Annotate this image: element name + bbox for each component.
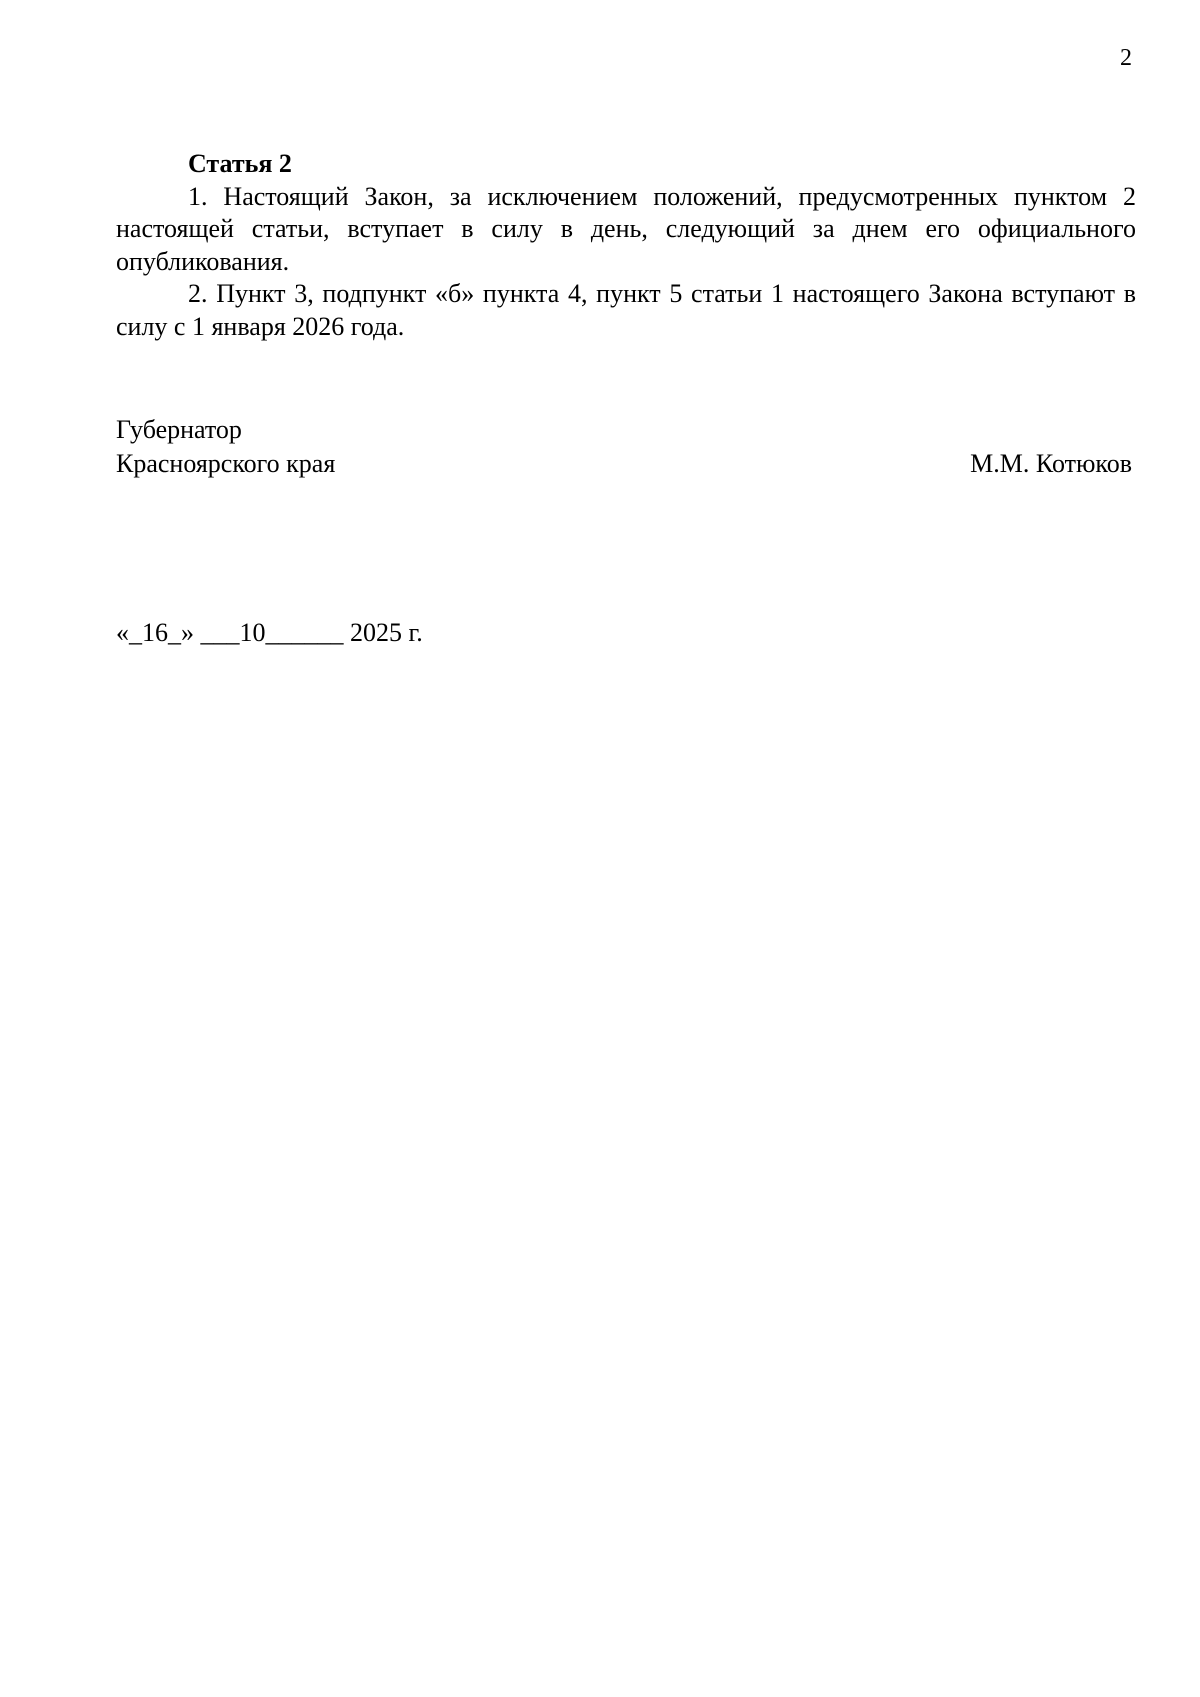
signature-block	[116, 413, 1136, 481]
article-paragraph-1: 1. Настоящий Закон, за исключением положений, предусмотренных пунктом 2 настоящей статьи, вступает в силу в день, следующий за днем его официального опубликования.	[116, 181, 1136, 276]
signatory-name: М.М. Котюков	[970, 449, 1132, 478]
signatory-position-line1: Губернатор	[116, 415, 242, 444]
signature-row	[116, 447, 1136, 481]
signing-date: «_16_» ___10______ 2025 г.	[116, 618, 423, 647]
signatory-position-line2: Красноярского края	[116, 449, 336, 478]
article-paragraph-2: 2. Пункт 3, подпункт «б» пункта 4, пункт 5 статьи 1 настоящего Закона вступают в силу с 1 января 2026 года.	[116, 279, 1136, 341]
article-body	[116, 148, 1136, 343]
page-number: 2	[1120, 45, 1132, 71]
article-title: Статья 2	[188, 149, 292, 178]
